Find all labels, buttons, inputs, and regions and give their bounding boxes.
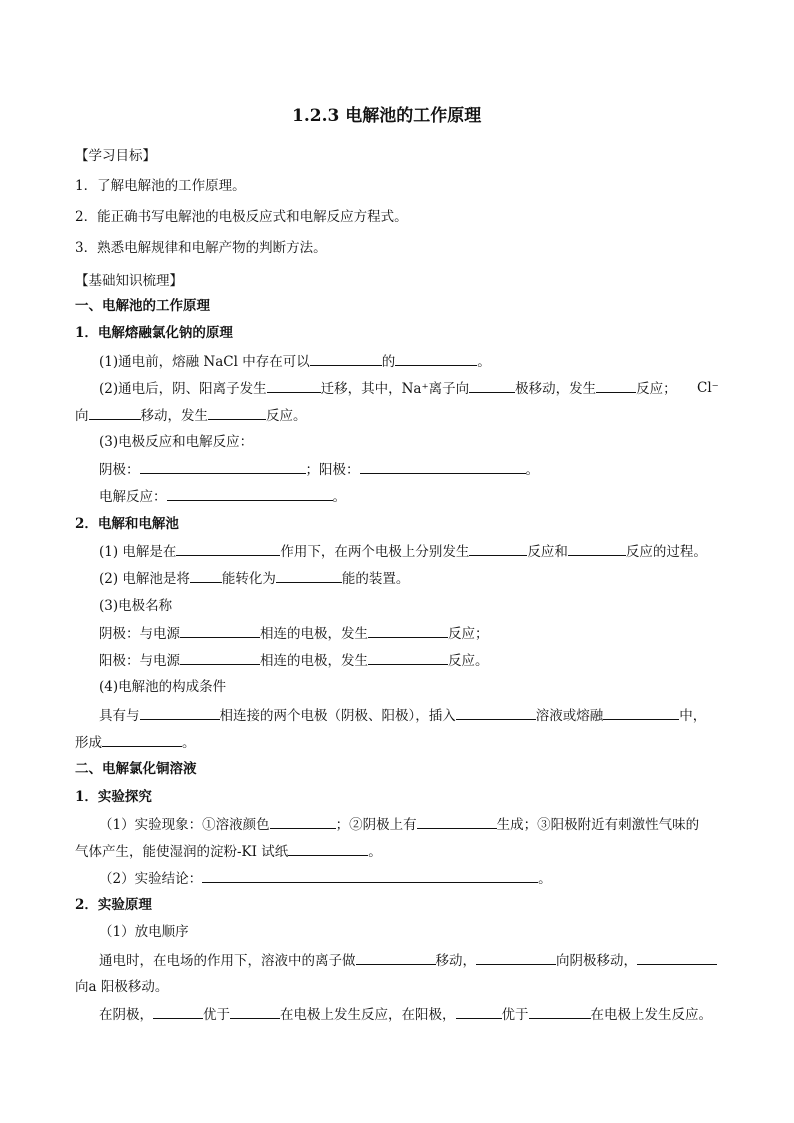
- text: 反应。: [266, 408, 307, 424]
- goal-item-3: 3．熟悉电解规律和电解产物的判断方法。: [75, 240, 327, 256]
- fill-blank[interactable]: [469, 541, 527, 556]
- fill-blank[interactable]: [469, 378, 515, 393]
- text: 。: [368, 844, 382, 860]
- fill-blank[interactable]: [310, 351, 382, 366]
- fill-blank[interactable]: [176, 541, 280, 556]
- text-line: [99, 814, 699, 835]
- text-line: [99, 623, 489, 644]
- text: 极移动，发生: [515, 381, 597, 397]
- text: 能转化为: [221, 571, 276, 587]
- fill-blank[interactable]: [89, 405, 141, 420]
- section-heading-1: 一、电解池的工作原理: [75, 298, 210, 314]
- text: 相连接的两个电极（阴极、阳极），插入: [219, 708, 456, 724]
- document-title: 1.2.3 电解池的工作原理: [292, 106, 482, 126]
- fill-blank[interactable]: [270, 814, 336, 829]
- text: (2) 电解池是将: [99, 571, 190, 587]
- fill-blank[interactable]: [596, 378, 636, 393]
- fill-blank[interactable]: [140, 459, 306, 474]
- fill-blank[interactable]: [368, 623, 448, 638]
- text-line: (4)电解池的构成条件: [99, 679, 227, 695]
- text: (2)通电后，阴、阳离子发生: [99, 381, 267, 397]
- text: （2）实验结论：: [99, 871, 203, 887]
- fill-blank[interactable]: [356, 950, 436, 965]
- fill-blank[interactable]: [360, 459, 526, 474]
- text-line: [99, 459, 539, 480]
- fill-blank[interactable]: [202, 868, 538, 883]
- text: 通电时，在电场的作用下，溶液中的离子做: [99, 953, 356, 969]
- text: 在电极上发生反应，在阳极，: [280, 1007, 456, 1023]
- text: 反应。: [448, 653, 489, 669]
- fill-blank[interactable]: [603, 705, 679, 720]
- fill-blank[interactable]: [456, 705, 536, 720]
- text: 。: [538, 871, 552, 887]
- text-line: [99, 705, 706, 726]
- fill-blank[interactable]: [395, 351, 477, 366]
- subsection-heading-1-1: 1．电解熔融氯化钠的原理: [75, 325, 233, 341]
- text: 。: [477, 354, 491, 370]
- subsection-heading-2-1: 1．实验探究: [75, 789, 152, 805]
- text-line: [75, 405, 307, 426]
- text: 反应的过程。: [625, 544, 707, 560]
- text: 。: [182, 735, 196, 751]
- text: ；②阴极上有: [335, 817, 417, 833]
- text: ；阳极：: [305, 462, 360, 478]
- text: 相连的电极，发生: [260, 626, 368, 642]
- text: 迁移，其中，Na⁺离子向: [320, 381, 470, 397]
- fill-blank[interactable]: [476, 950, 556, 965]
- text-line: [99, 378, 677, 399]
- fill-blank[interactable]: [568, 541, 626, 556]
- text: 优于: [203, 1007, 230, 1023]
- text-line: [99, 950, 717, 971]
- fill-blank[interactable]: [180, 650, 260, 665]
- fill-blank[interactable]: [140, 705, 220, 720]
- text-line-end: Cl⁻: [697, 380, 719, 396]
- text-line: (3)电极名称: [99, 598, 173, 614]
- text: (1)通电前，熔融 NaCl 中存在可以: [99, 354, 310, 370]
- fill-blank[interactable]: [267, 378, 321, 393]
- fill-blank[interactable]: [167, 486, 333, 501]
- text: 能的装置。: [341, 571, 410, 587]
- text-line: [99, 486, 346, 507]
- text-line: [99, 351, 491, 372]
- text: 生成；③阳极附近有刺激性气味的: [496, 817, 700, 833]
- fill-blank[interactable]: [230, 1004, 280, 1019]
- text-line: (3)电极反应和电解反应：: [99, 434, 254, 450]
- text: （1）实验现象：①溶液颜色: [99, 817, 270, 833]
- section-heading-2: 二、电解氯化铜溶液: [75, 761, 197, 777]
- fill-blank[interactable]: [276, 568, 342, 583]
- text-line: [99, 568, 409, 589]
- goals-header: 【学习目标】: [75, 148, 156, 164]
- text: 向阴极移动，: [556, 953, 637, 969]
- text: 移动，发生: [140, 408, 208, 424]
- goal-item-1: 1．了解电解池的工作原理。: [75, 178, 246, 194]
- fill-blank[interactable]: [637, 950, 717, 965]
- text: 电解反应：: [99, 489, 167, 505]
- text: 的: [381, 354, 396, 370]
- text-line: [75, 841, 382, 862]
- fill-blank[interactable]: [190, 568, 222, 583]
- fill-blank[interactable]: [153, 1004, 203, 1019]
- fill-blank[interactable]: [208, 405, 266, 420]
- text-line: [99, 1004, 712, 1025]
- text: (1) 电解是在: [99, 544, 177, 560]
- text-line: [99, 650, 489, 671]
- text: 阳极：与电源: [99, 653, 180, 669]
- text: 中，: [679, 708, 707, 724]
- text: 移动，: [435, 953, 476, 969]
- text: 优于: [501, 1007, 529, 1023]
- fill-blank[interactable]: [368, 650, 448, 665]
- text: 作用下，在两个电极上分别发生: [280, 544, 470, 560]
- text: 反应和: [527, 544, 568, 560]
- text: 反应；: [636, 381, 677, 397]
- text: 。: [332, 489, 346, 505]
- subsection-heading-1-2: 2．电解和电解池: [75, 516, 179, 532]
- text: 阴极：: [99, 462, 140, 478]
- text: 阴极：与电源: [99, 626, 180, 642]
- text-line: [75, 732, 196, 753]
- goal-item-2: 2．能正确书写电解池的电极反应式和电解反应方程式。: [75, 209, 408, 225]
- text-line: [99, 868, 552, 889]
- text: 反应；: [448, 626, 489, 642]
- text: 具有与: [99, 708, 140, 724]
- fill-blank[interactable]: [529, 1004, 591, 1019]
- fill-blank[interactable]: [180, 623, 260, 638]
- fill-blank[interactable]: [417, 814, 497, 829]
- text: 溶液或熔融: [535, 708, 604, 724]
- text: 。: [525, 462, 539, 478]
- text-line: （1）放电顺序: [99, 924, 189, 940]
- text: 形成: [75, 735, 102, 751]
- fill-blank[interactable]: [288, 841, 368, 856]
- text: 气体产生，能使湿润的淀粉-KI 试纸: [75, 844, 289, 860]
- text: 相连的电极，发生: [260, 653, 368, 669]
- review-header: 【基础知识梳理】: [75, 273, 183, 289]
- text: 向: [75, 408, 89, 424]
- fill-blank[interactable]: [456, 1004, 502, 1019]
- text-line: [99, 541, 707, 562]
- text: 在电极上发生反应。: [590, 1007, 712, 1023]
- text: 在阴极，: [99, 1007, 153, 1023]
- fill-blank[interactable]: [102, 732, 182, 747]
- subsection-heading-2-2: 2．实验原理: [75, 897, 152, 913]
- text-line: 向a 阳极移动。: [75, 979, 169, 995]
